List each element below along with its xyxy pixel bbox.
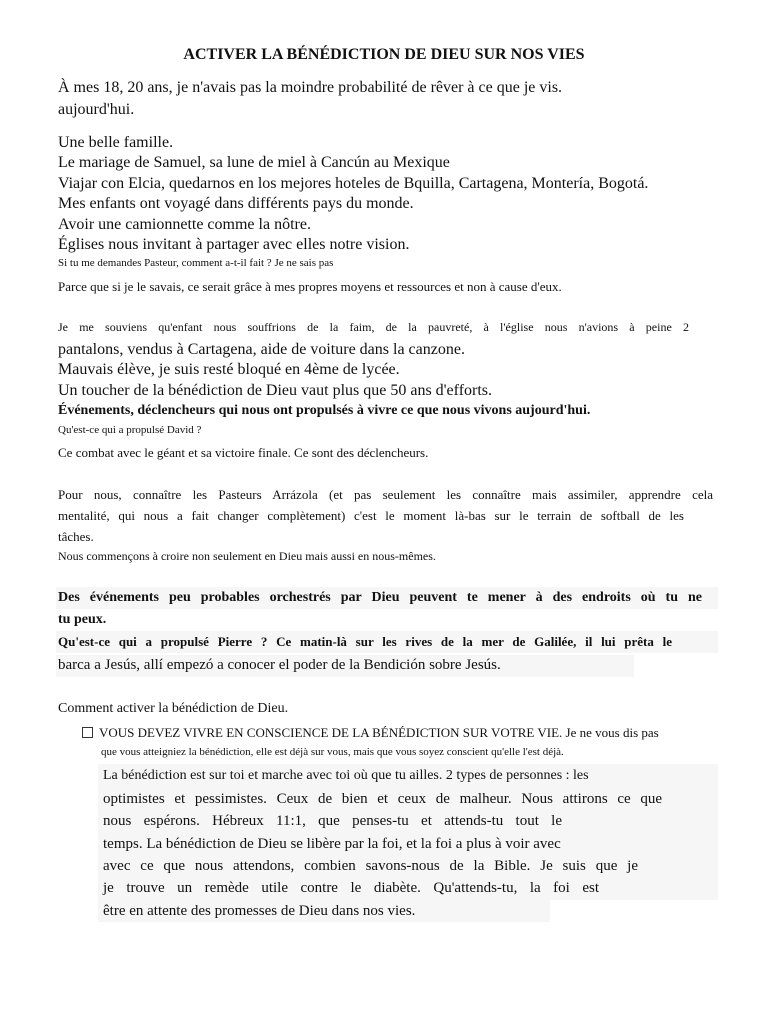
paragraph-line: pantalons, vendus à Cartagena, aide de voiture dans la canzone. [58, 341, 465, 358]
intro-line: À mes 18, 20 ans, je n'avais pas la moindre probabilité de rêver à ce que je vis. [58, 79, 563, 96]
paragraph: Nous commençons à croire non seulement en Dieu mais aussi en nous-mêmes. [58, 549, 436, 563]
body-line: temps. La bénédiction de Dieu se libère par la foi, et la foi a plus à voir avec [103, 836, 561, 852]
list-item: Viajar con Elcia, quedarnos en los mejores hoteles de Bquilla, Cartagena, Montería, Bogotá. [58, 175, 649, 192]
bold-heading: Qu'est-ce qui a propulsé Pierre ? Ce matin-là sur les rives de la mer de Galilée, il lui prêta le [58, 634, 672, 649]
body-line: optimistes et pessimistes. Ceux de bien et ceux de malheur. Nous attirons ce que [103, 791, 662, 807]
paragraph-line: Je me souviens qu'enfant nous souffrions de la faim, de la pauvreté, à l'église nous n'avions à peine 2 [58, 320, 689, 334]
list-item: Mes enfants ont voyagé dans différents pays du monde. [58, 195, 414, 212]
paragraph-line: Pour nous, connaître les Pasteurs Arrázola (et pas seulement les connaître mais assimiler, apprendre cela [58, 487, 713, 502]
intro-line: aujourd'hui. [58, 101, 135, 118]
list-point-heading: VOUS DEVEZ VIVRE EN CONSCIENCE DE LA BÉNÉDICTION SUR VOTRE VIE. [99, 725, 563, 740]
list-point-line: que vous atteigniez la bénédiction, elle est déjà sur vous, mais que vous soyez conscient qu'elle l'est déjà. [101, 746, 564, 758]
paragraph: Ce combat avec le géant et sa victoire finale. Ce sont des déclencheurs. [58, 445, 429, 460]
body-line: avec ce que nous attendons, combien savons-nous de la Bible. Je suis que je [103, 858, 638, 874]
body-line: nous espérons. Hébreux 11:1, que penses-tu et attends-tu tout le [103, 813, 562, 829]
body-line: La bénédiction est sur toi et marche avec toi où que tu ailles. 2 types de personnes : les [103, 768, 589, 783]
paragraph: Qu'est-ce qui a propulsé David ? [58, 424, 202, 436]
list-item: Avoir une camionnette comme la nôtre. [58, 216, 311, 233]
list-point [99, 725, 659, 741]
checkbox-bullet-icon [82, 727, 93, 738]
section-heading: Comment activer la bénédiction de Dieu. [58, 701, 289, 716]
body-line: je trouve un remède utile contre le diabète. Qu'attends-tu, la foi est [103, 880, 599, 896]
page-title: ACTIVER LA BÉNÉDICTION DE DIEU SUR NOS VIES [183, 46, 585, 63]
paragraph-line: mentalité, qui nous a fait changer complètement) c'est le moment là-bas sur le terrain de softball de les [58, 508, 684, 523]
body-line: être en attente des promesses de Dieu dans nos vies. [103, 903, 416, 919]
paragraph-line: Un toucher de la bénédiction de Dieu vaut plus que 50 ans d'efforts. [58, 382, 493, 399]
list-item: Une belle famille. [58, 134, 174, 151]
paragraph-line: Mauvais élève, je suis resté bloqué en 4ème de lycée. [58, 361, 400, 378]
paragraph-line: barca a Jesús, allí empezó a conocer el poder de la Bendición sobre Jesús. [58, 657, 501, 673]
bold-heading: Événements, déclencheurs qui nous ont propulsés à vivre ce que nous vivons aujourd'hui. [58, 403, 591, 418]
bold-heading: tu peux. [58, 612, 107, 627]
list-item: Églises nous invitant à partager avec elles notre vision. [58, 236, 410, 253]
paragraph-line: tâches. [58, 529, 94, 544]
paragraph: Si tu me demandes Pasteur, comment a-t-il fait ? Je ne sais pas [58, 257, 334, 269]
paragraph: Parce que si je le savais, ce serait grâce à mes propres moyens et ressources et non à cause d'eux. [58, 279, 562, 294]
bold-heading: Des événements peu probables orchestrés par Dieu peuvent te mener à des endroits où tu ne [58, 590, 702, 605]
list-point-text: Je ne vous dis pas [562, 725, 659, 740]
list-item: Le mariage de Samuel, sa lune de miel à Cancún au Mexique [58, 154, 450, 171]
